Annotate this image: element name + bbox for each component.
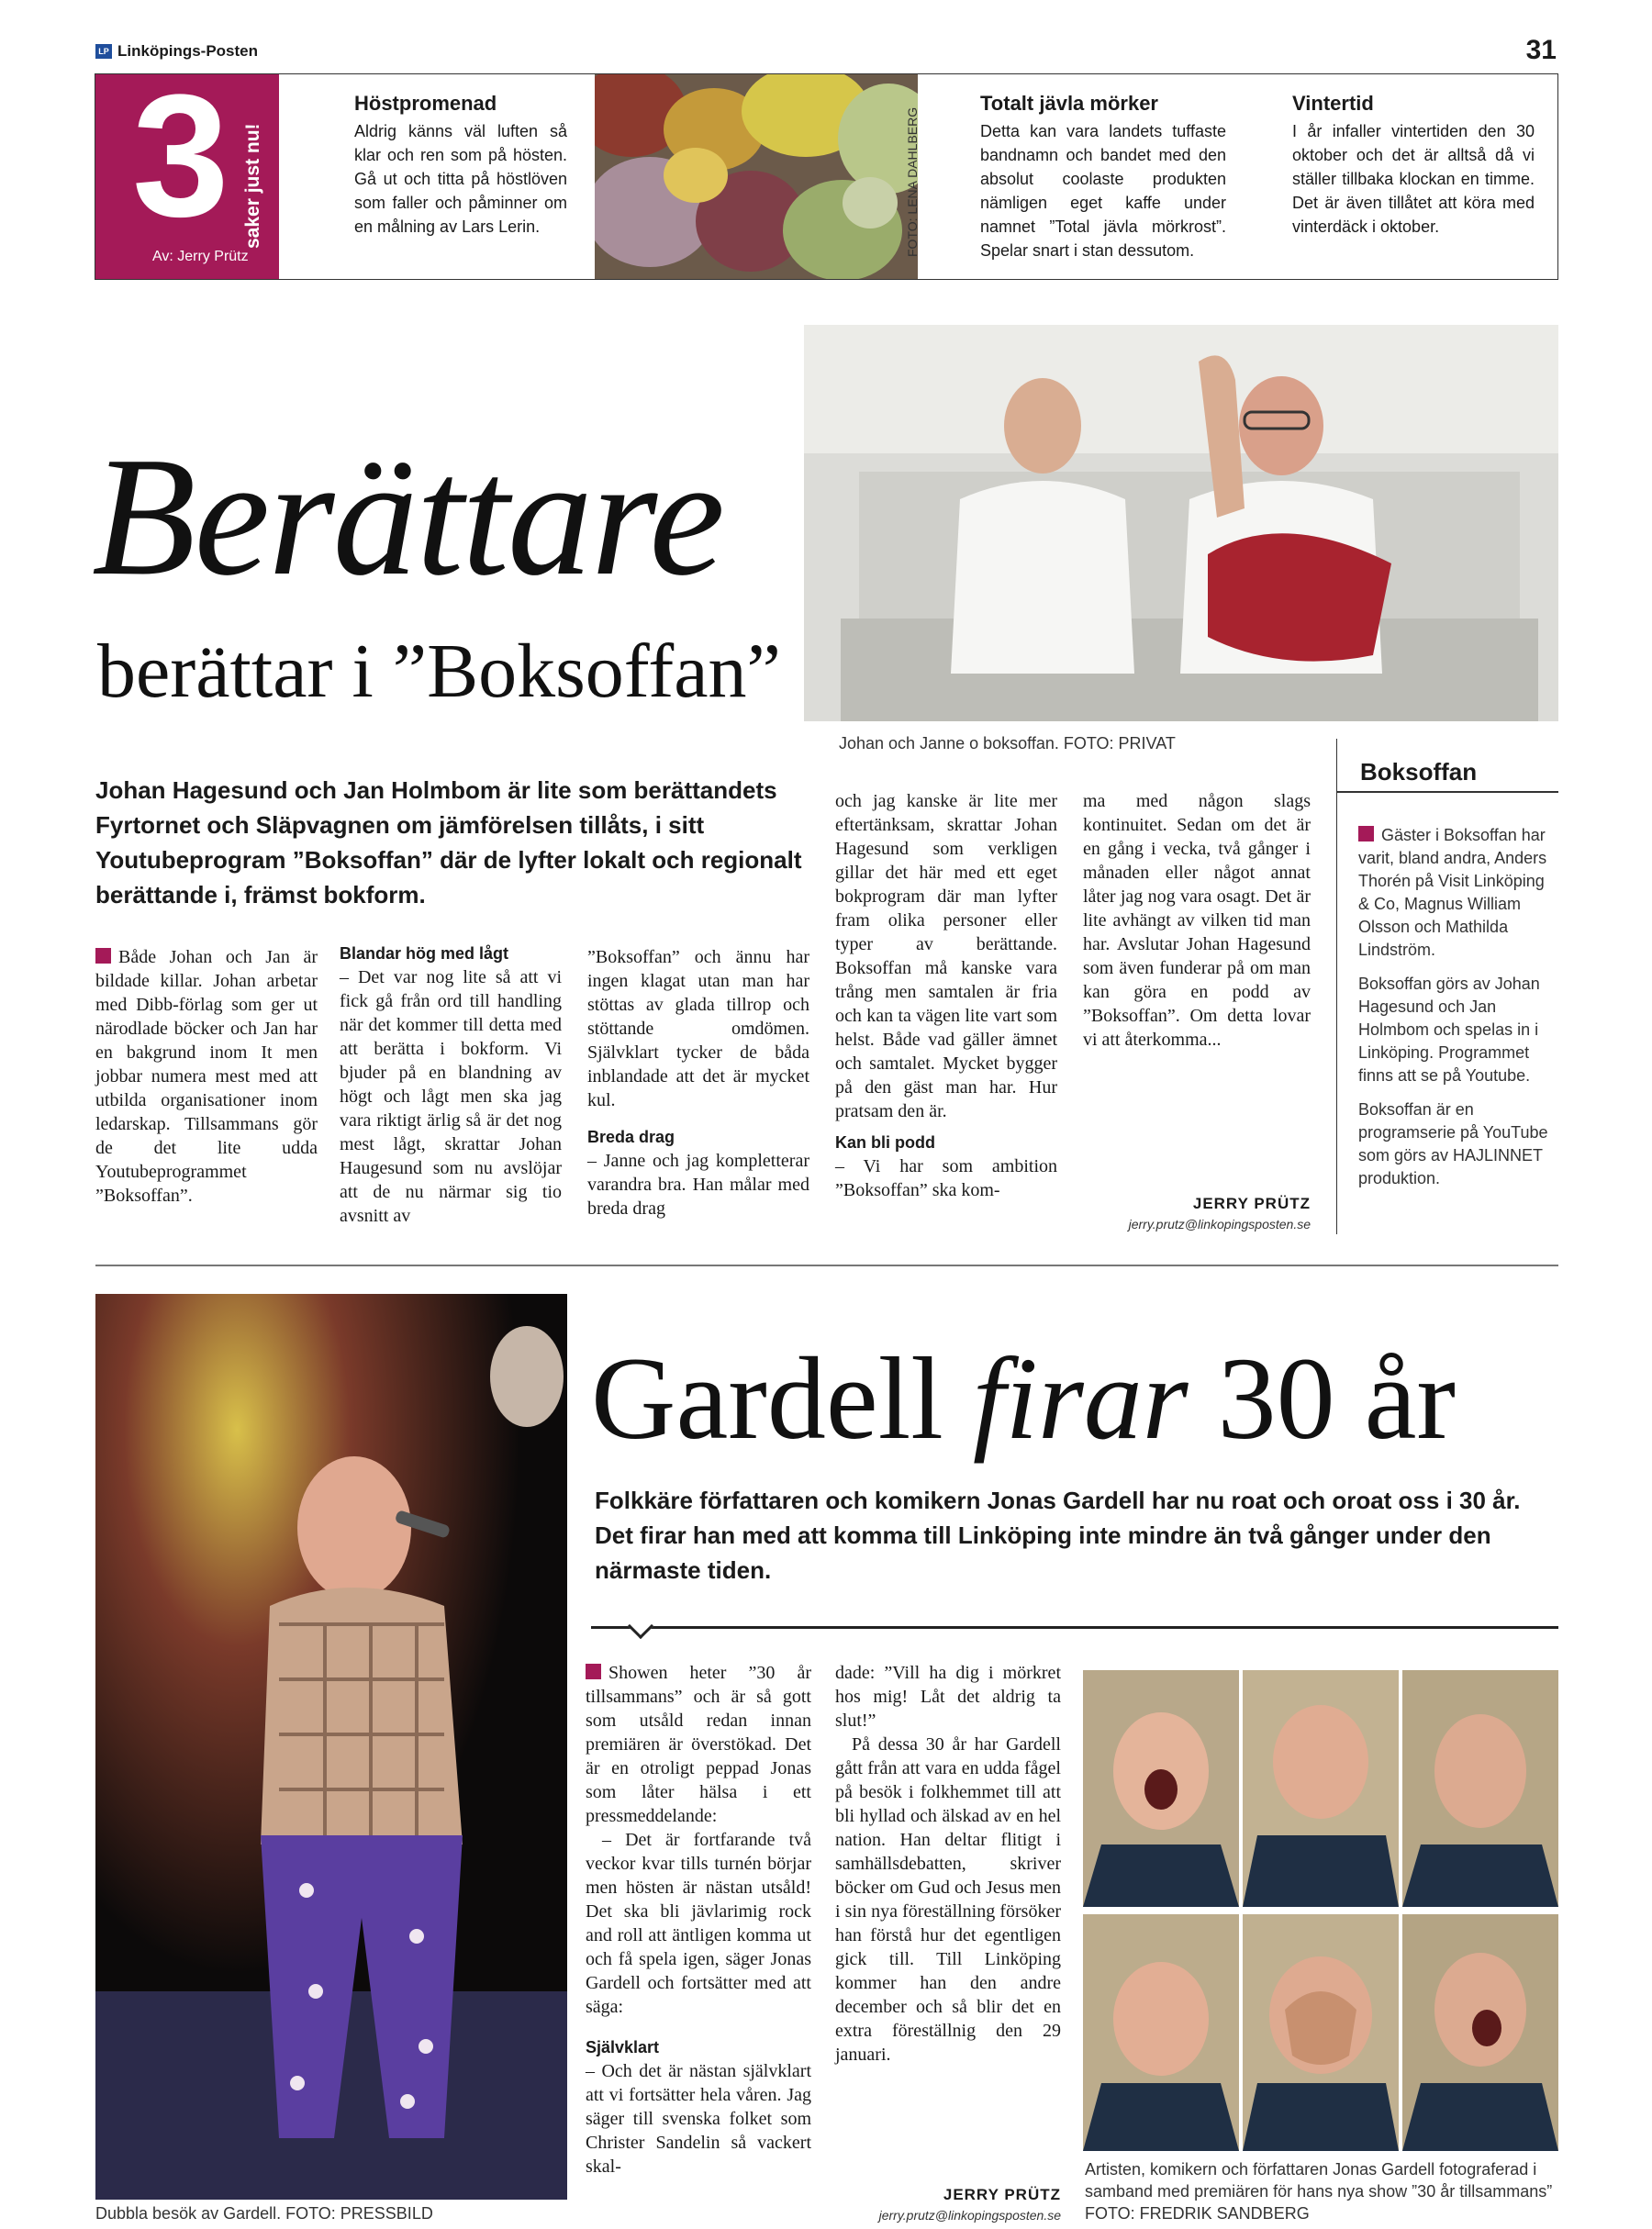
story-ingress: Folkkäre författaren och komikern Jonas Gardell har nu roat och oroat oss i 30 år. Det firar han med att komma till Linköping inte mindre än två gånger under den närmaste tiden. bbox=[595, 1487, 1521, 1584]
story-title: Gardell firar 30 år bbox=[591, 1333, 1456, 1464]
three-things-badge bbox=[95, 59, 279, 279]
photo-caption: Artisten, komikern och författaren Jonas Gardell fotograferad i samband med premiären för hans nya show ”30 år tillsammans” FOTO: FREDRIK SANDBERG bbox=[1085, 2160, 1553, 2223]
newspaper-name bbox=[95, 42, 258, 61]
paragraph-marker bbox=[95, 948, 111, 964]
subheading: Breda drag bbox=[587, 1128, 675, 1146]
subheading: Blandar hög med lågt bbox=[340, 944, 509, 963]
story2-column-1: Showen heter ”30 år tillsammans” och är så gott som utsåld redan innan premiären är överstökad. Det är en otroligt peppad Jonas som låter hälsa i ett pressmeddelande: – Det är fortfarande två veckor kvar tills turnén börjar men hösten är nästan utsåld! Det ska bli jävlarimig rock and roll att äntligen komma ut och få spela igen, säger Jonas Gardell och fortsätter med att säga: Självklart – Och det är nästan självklart att vi fortsätter hela våren. Jag säger till svenska folket som Christer Sandelin så vackert skal- bbox=[586, 1663, 811, 2177]
story-ingress: Johan Hagesund och Jan Holmbom är lite som berättandets Fyrtornet och Släpvagnen om jämförelsen tillåts, i sitt Youtubeprogram ”Boksoffan” där de lyfter lokalt och regionalt berättande i, främst bokform. bbox=[95, 776, 802, 908]
snippet-morker bbox=[980, 92, 1226, 262]
snippet-body: Aldrig känns väl luften så klar och ren som på hösten. Gå ut och titta på höstlöven som faller och påminner om en målning av Lars Lerin. bbox=[354, 122, 567, 236]
subheading: Självklart bbox=[586, 2038, 660, 2056]
gardell-portrait-grid bbox=[1083, 1670, 1558, 2151]
snippet-title: Vintertid bbox=[1292, 92, 1374, 115]
photo-caption: Dubbla besök av Gardell. FOTO: PRESSBILD bbox=[95, 2204, 433, 2223]
photo-credit-leaves: FOTO: LENA DAHLBERG bbox=[905, 106, 920, 257]
byline-email[interactable]: jerry.prutz@linkopingsposten.se bbox=[1128, 1217, 1311, 1232]
three-things-byline: Av: Jerry Prütz bbox=[152, 249, 249, 264]
autumn-leaves-photo bbox=[595, 74, 918, 279]
newspaper-logo: LP bbox=[95, 44, 112, 59]
sidebar-body: Gäster i Boksoffan har varit, bland andra, Anders Thorén på Visit Linköping & Co, Magnus William Olsson och Mathilda Lindström. Boksoffan görs av Johan Hagesund och Jan Holmbom och spelas in i Linköping. Programmet finns att se på Youtube. Boksoffan är en programserie på YouTube som görs av HAJLINNET produktion. bbox=[1358, 826, 1548, 1187]
three-things-label: saker just nu! bbox=[242, 123, 263, 249]
newspaper-title: Linköpings-Posten bbox=[117, 42, 258, 60]
snippet-body: I år infaller vintertiden den 30 oktober och det är alltså då vi ställer tillbaka klockan en timme. Det är även tillåtet att köra med vinterdäck i oktober. bbox=[1292, 122, 1535, 236]
sidebar-rule bbox=[1336, 791, 1558, 793]
story1-column-4: och jag kanske är lite mer eftertänksam, skrattar Johan Hagesund som verkligen gillar det här med ett eget bokprogram där man lyfter fram olika personer eller typer av berättande. Boksoffan må kanske vara trång men samtalen är fria och kan ta vägen lite vart som helst. Både vad gäller ämnet och samtalet. Mycket bygger på den gäst man har. Hur pratsam den är. Kan bli podd – Vi har som ambition ”Boksoffan” ska kom- bbox=[835, 791, 1057, 1200]
snippet-vintertid bbox=[1292, 92, 1535, 239]
section-divider bbox=[95, 1265, 1558, 1266]
subheading: Kan bli podd bbox=[835, 1133, 935, 1152]
story1-column-3: ”Boksoffan” och ännu har ingen klagat utan man har stöttas av glada tillrop och stöttande omdömen. Självklart tycker de båda inblandade att det är mycket kul. Breda drag – Janne och jag kompletterar varandra bra. Han målar med breda drag bbox=[587, 947, 809, 1219]
sidebar-title: Boksoffan bbox=[1360, 758, 1478, 786]
boksoffan-photo bbox=[804, 325, 1558, 721]
byline-name: JERRY PRÜTZ bbox=[943, 2186, 1061, 2203]
story2-column-2: dade: ”Vill ha dig i mörkret hos mig! Låt det aldrig ta slut!” På dessa 30 år har Gardell gått från att vara en udda fågel på besök i folkhemmet till att bli hyllad och älskad av en hel nation. Han deltar flitigt i samhällsdebatten, skriver böcker om Gud och Jesus men i sin nya föreställning försöker han förstå hur det egentligen gick till. Till Linköping kommer han den andre december och så blir det en extra föreställnig den 29 januari. bbox=[835, 1663, 1061, 2065]
byline-name: JERRY PRÜTZ bbox=[1192, 1195, 1311, 1212]
story1-column-2: Blandar hög med lågt – Det var nog lite så att vi fick gå från ord till handling när det kommer till detta med att berätta i bokform. Vi bjuder på en blandning av högt och lågt men ska jag vara riktigt ärlig så är det nog mest lågt, skrattar Johan Haugesund som nu avslöjar att de nu närmar sig tio avsnitt av bbox=[340, 942, 562, 1228]
snippet-title: Totalt jävla mörker bbox=[980, 92, 1158, 115]
three-things-number: 3 bbox=[132, 59, 229, 253]
story-title: Berättare bbox=[92, 422, 723, 611]
snippet-title: Höstpromenad bbox=[354, 92, 497, 115]
gardell-stage-photo bbox=[95, 1294, 567, 2200]
story1-column-1: Både Johan och Jan är bildade killar. Johan arbetar med Dibb-förlag som ger ut närodlade böcker och Jan har en bakgrund inom It men jobbar numera mest med att utbilda organisationer inom ledarskap. Tillsammans gör de det lite udda Youtubeprogrammet ”Boksoffan”. bbox=[95, 947, 318, 1206]
story1-column-5: ma med någon slags kontinuitet. Sedan om det är en gång i vecka, två gånger i månaden eller något annat låter jag nog vara osagt. Det är lite avhängt av vilken tid man har. Avslutar Johan Hagesund som även funderar på om man kan göra en podd av ”Boksoffan”. Om detta lovar vi att återkomma... bbox=[1083, 791, 1311, 1050]
paragraph-marker bbox=[1358, 826, 1374, 841]
page-number: 31 bbox=[1525, 35, 1557, 65]
photo-caption: Johan och Janne o boksoffan. FOTO: PRIVAT bbox=[839, 734, 1176, 752]
byline-email[interactable]: jerry.prutz@linkopingsposten.se bbox=[878, 2208, 1061, 2223]
story-subtitle: berättar i ”Boksoffan” bbox=[97, 629, 781, 714]
section-rule bbox=[591, 1626, 1558, 1629]
paragraph-marker bbox=[586, 1664, 601, 1679]
rule-notch bbox=[628, 1613, 653, 1639]
snippet-body: Detta kan vara landets tuffaste bandnamn och bandet med den absolut coolaste produkten nämligen eget kaffe under namnet ”Total jävla mörkrost”. Spelar snart i stan dessutom. bbox=[980, 122, 1226, 260]
snippet-hostpromenad bbox=[354, 92, 567, 239]
